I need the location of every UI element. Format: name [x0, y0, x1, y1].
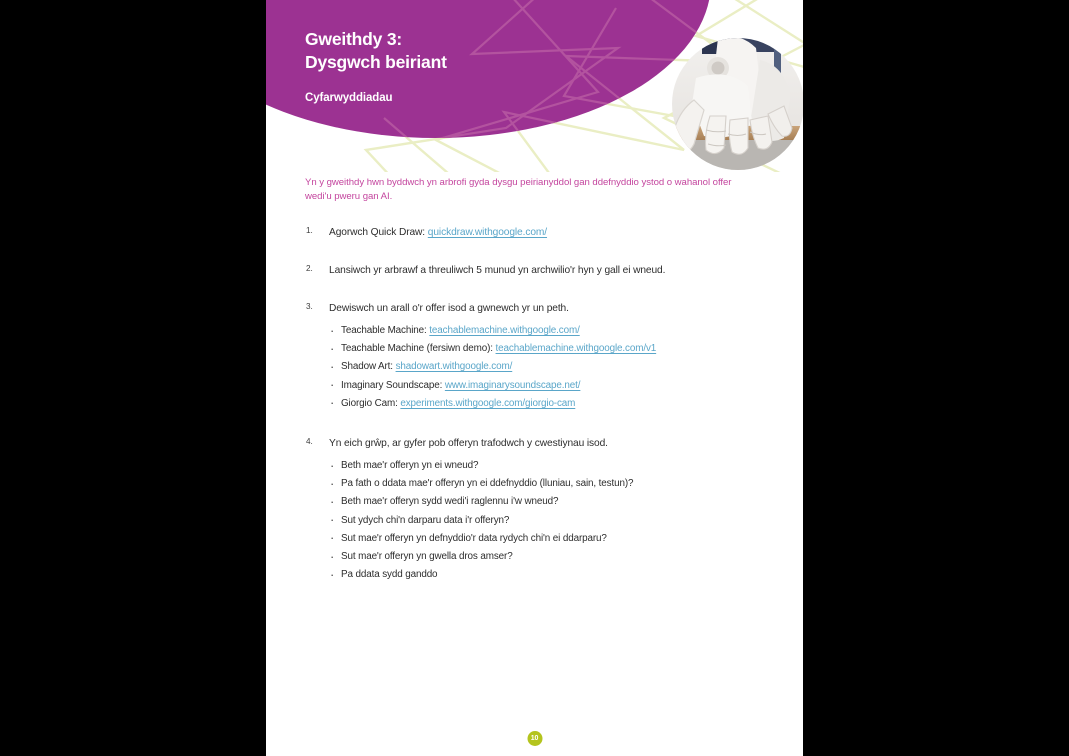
step-text [329, 225, 775, 240]
sublist-item-label: Giorgio Cam: [341, 397, 401, 409]
step-number: 1. [306, 226, 313, 235]
sublist-item-label: Sut mae'r offeryn yn defnyddio'r data rydych chi'n ei ddarparu? [341, 532, 607, 544]
step-text [329, 263, 775, 278]
tool-list-item [329, 377, 775, 395]
header-text-block [305, 28, 447, 104]
step-label: Lansiwch yr arbrawf a threuliwch 5 munud yn archwilio'r hyn y gall ei wneud. [329, 265, 666, 276]
step-text [329, 301, 775, 316]
document-subtitle: Cyfarwyddiadau [305, 92, 393, 104]
tool-list-item [329, 340, 775, 358]
step-text [329, 436, 775, 451]
question-list-item [329, 548, 775, 566]
document-title [305, 28, 447, 74]
sublist-item-label: Sut mae'r offeryn yn gwella dros amser? [341, 551, 513, 563]
tool-list-item [329, 322, 775, 340]
step-number: 2. [306, 264, 313, 273]
instruction-step [305, 225, 775, 240]
question-list-item [329, 475, 775, 493]
document-title-line1: Gweithdy 3: [305, 29, 402, 49]
step-sublist [329, 322, 775, 413]
tool-list-item [329, 395, 775, 413]
question-list-item [329, 566, 775, 584]
sublist-item-link[interactable]: teachablemachine.withgoogle.com/ [429, 325, 580, 336]
sublist-item-label: Beth mae'r offeryn yn ei wneud? [341, 460, 479, 472]
step-label: Yn eich grŵp, ar gyfer pob offeryn trafodwch y cwestiynau isod. [329, 438, 608, 450]
step-number: 3. [306, 302, 313, 311]
instruction-list [305, 225, 775, 584]
step-label: Dewiswch un arall o'r offer isod a gwnewch yr un peth. [329, 303, 569, 314]
step-link[interactable]: quickdraw.withgoogle.com/ [427, 227, 548, 238]
sublist-item-label: Imaginary Soundscape: [341, 379, 445, 391]
sublist-item-link[interactable]: www.imaginarysoundscape.net/ [444, 379, 581, 391]
sublist-item-label: Pa fath o ddata mae'r offeryn yn ei ddefnyddio (lluniau, sain, testun)? [341, 478, 634, 490]
instruction-step [305, 263, 775, 278]
sublist-item-label: Beth mae'r offeryn sydd wedi'i raglennu i'w wneud? [341, 496, 559, 508]
robot-hand-photo [672, 36, 803, 170]
document-page [266, 0, 803, 756]
sublist-item-label: Sut ydych chi'n darparu data i'r offeryn? [341, 514, 510, 526]
sublist-item-label: Shadow Art: [341, 361, 396, 373]
page-number-badge: 10 [527, 731, 542, 746]
document-header [266, 0, 803, 172]
document-body [305, 176, 775, 584]
step-number: 4. [306, 437, 313, 447]
step-label: Agorwch Quick Draw: [329, 227, 428, 238]
question-list-item [329, 457, 775, 475]
tool-list-item [329, 358, 775, 376]
sublist-item-label: Pa ddata sydd ganddo [341, 569, 438, 581]
question-list-item [329, 493, 775, 511]
sublist-item-link[interactable]: experiments.withgoogle.com/giorgio-cam [400, 397, 576, 409]
question-list-item [329, 530, 775, 548]
sublist-item-link[interactable]: teachablemachine.withgoogle.com/v1 [495, 343, 657, 355]
question-list-item [329, 512, 775, 530]
document-title-line2: Dysgwch beiriant [305, 52, 447, 72]
instruction-step [305, 436, 775, 584]
instruction-step [305, 301, 775, 413]
sublist-item-link[interactable]: shadowart.withgoogle.com/ [395, 361, 513, 373]
sublist-item-label: Teachable Machine (fersiwn demo): [341, 343, 496, 355]
step-sublist [329, 457, 775, 584]
sublist-item-label: Teachable Machine: [341, 325, 430, 336]
intro-paragraph: Yn y gweithdy hwn byddwch yn arbrofi gyda dysgu peirianyddol gan ddefnyddio ystod o wahanol offer wedi'u pweru gan AI. [305, 177, 732, 202]
